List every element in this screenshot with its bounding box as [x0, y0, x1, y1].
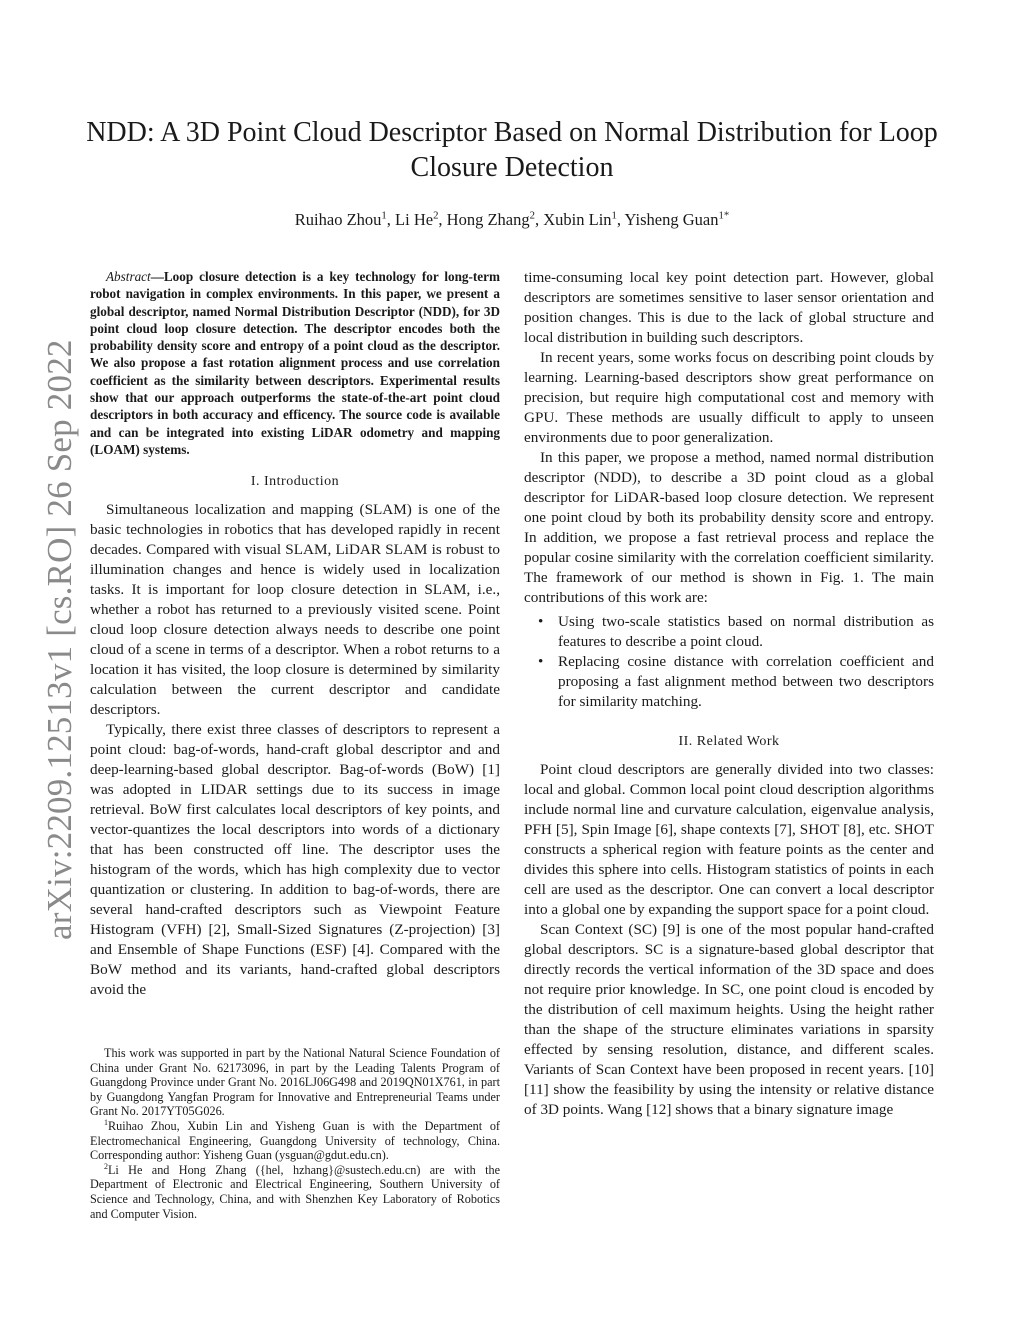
section-heading-related-work: II. Related Work: [678, 734, 780, 749]
paragraph: Typically, there exist three classes of descriptors to represent a point cloud: bag-of-words, hand-craft global descriptor and and deep-learning-based global descriptor. Bag-of-words (BoW) [1] was adopted in LIDAR settings due to its success in image retrieval. BoW first calculates local descriptors of key points, and vector-quantizes the local descriptors into words of a dictionary that has been constructed off line. The descriptor uses the histogram of the words, which has high complexity due to vector quantization or clustering. In addition to bag-of-words, there are several hand-crafted descriptors such as Viewpoint Feature Histogram (VFH) [2], Small-Sized Signatures (Z-projection) [3] and Ensemble of Shape Functions (ESF) [4]. Compared with the BoW method and its variants, hand-crafted global descriptors avoid the: [90, 721, 500, 999]
contributions-list: [524, 612, 934, 712]
paper-title: NDD: A 3D Point Cloud Descriptor Based on Normal Distribution for Loop Closure Detection: [86, 117, 938, 183]
section-heading-introduction: I. Introduction: [250, 474, 340, 490]
abstract-text: Loop closure detection is a key technology for long-term robot navigation in complex environments. In this paper, we present a global descriptor, named Normal Distribution Descriptor (NDD), for 3D point cloud loop closure detection. The descriptor encodes both the probability density score and entropy of a point cloud as the descriptor. We also propose a fast rotation alignment process and use correlation coefficient as the similarity between descriptors. Experimental results show that our approach outperforms the state-of-the-art point cloud descriptors in both accuracy and efficency. The source code is available and can be integrated into existing LiDAR odometry and mapping (LOAM) systems.: [90, 269, 500, 457]
author-affiliation-mark: 2: [433, 209, 439, 222]
paragraph: time-consuming local key point detection part. However, global descriptors are sometimes sensitive to laser sensor orientation and position changes. This is due to the lack of global structure and local distribution in building such descriptors.: [524, 269, 934, 346]
footnote-mark: 1: [104, 1117, 108, 1127]
arxiv-identifier: arXiv:2209.12513v1 [cs.RO] 26 Sep 2022: [40, 339, 79, 940]
right-column: [524, 268, 934, 1120]
abstract: Abstract—Loop closure detection is a key technology for long-term robot navigation in complex environments. In this paper, we present a global descriptor, named Normal Distribution Descriptor (NDD), for 3D point cloud loop closure detection. The descriptor encodes both the probability density score and entropy of a point cloud as the descriptor. We also propose a fast rotation alignment process and use correlation coefficient as the similarity between descriptors. Experimental results show that our approach outperforms the state-of-the-art point cloud descriptors in both accuracy and efficency. The source code is available and can be integrated into existing LiDAR odometry and mapping (LOAM) systems.: [90, 269, 500, 457]
author-name: Li He: [395, 210, 434, 229]
paragraph: Scan Context (SC) [9] is one of the most popular hand-crafted global descriptors. SC is a signature-based global descriptor that directly records the vertical information of the 3D space and does not require prior knowledge. In SC, one point cloud is encoded by the distribution of cell maximum heights. Using the height rather than the shape of the structure eliminates variations in sparsity effected by sensing resolution, distance, and different scales. Variants of Scan Context have been proposed in recent years. [10] [11] show the feasibility by using the intensity or relative distance of 3D points. Wang [12] shows that a binary signature image: [524, 921, 934, 1118]
abstract-label: Abstract: [106, 269, 151, 284]
footnotes: [90, 1046, 500, 1221]
paragraph: Simultaneous localization and mapping (SLAM) is one of the basic technologies in robotics that has developed rapidly in recent decades. Compared with visual SLAM, LiDAR SLAM is robust to illumination changes and hence is widely used in localization tasks. It is important for loop closure detection in SLAM, i.e., whether a robot has returned to a previously visited scene. Point cloud loop closure detection always needs to describe one point cloud of a scene in terms of a descriptor. When a robot returns to a location it has visited, the loop closure is determined by similarity calculation between the current descriptor and candidate descriptors.: [90, 501, 500, 719]
paragraph: Point cloud descriptors are generally divided into two classes: local and global. Common local point cloud description algorithms include normal line and curvature calculation, eigenvalue analysis, PFH [5], Spin Image [6], shape contexts [7], SHOT [8], etc. SHOT constructs a spherical region with feature points as the center and divides this sphere into cells. Histogram statistics of points in each cell are used as the descriptor. One can convert a local descriptor into a global one by expanding the support space for a point cloud.: [524, 761, 934, 918]
footnote-funding: This work was supported in part by the National Natural Science Foundation of China under Grant No. 62173096, in part by the Leading Talents Program of Guangdong Province under Grant No. 2016LJ06G498 and 2019QN01X761, in part by Guangdong Yangfan Program for Innovative and Entrepreneurial Teams under Grant No. 2017YT05G026.: [90, 1046, 500, 1119]
list-item: [524, 612, 934, 652]
author-name: Xubin Lin: [543, 210, 612, 229]
author-affiliation-mark: 1: [611, 209, 617, 222]
footnote-text: Li He and Hong Zhang ({hel, hzhang}@sustech.edu.cn) are with the Department of Electronic and Electrical Engineering, Southern University of Science and Technology, China, and with Shenzhen Key Laboratory of Robotics and Computer Vision.: [90, 1162, 500, 1221]
footnote-text: Ruihao Zhou, Xubin Lin and Yisheng Guan is with the Department of Electromechanical Engineering, Guangdong University of technology, China. Corresponding author: Yisheng Guan (ysguan@gdut.edu.cn).: [90, 1118, 500, 1163]
author-list: Ruihao Zhou$^1$, Li He$^2$, Hong Zhang$^2$, Xubin Lin$^1$, Yisheng Guan$^{1*}$: [294, 209, 730, 229]
list-item: [524, 652, 934, 712]
author-affiliation-mark: 1: [381, 209, 387, 222]
left-column: [90, 268, 500, 1000]
author-name: Yisheng Guan: [624, 210, 719, 229]
author-affiliation-mark: 2: [529, 209, 535, 222]
author-affiliation-mark: 1*: [718, 209, 730, 222]
paragraph: In recent years, some works focus on describing point clouds by learning. Learning-based descriptors show great performance on precision, but require high computational cost and memory with GPU. These methods are usually difficult to apply to unseen environments due to poor generalization.: [524, 349, 934, 446]
footnote-affiliation-1: [90, 1119, 500, 1163]
bullet-icon: •: [538, 653, 544, 670]
list-item-text: Replacing cosine distance with correlation coefficient and proposing a fast alignment method between two descriptors for similarity matching.: [558, 653, 934, 710]
footnote-affiliation-2: [90, 1163, 500, 1221]
author-name: Hong Zhang: [446, 210, 530, 229]
bullet-icon: •: [538, 613, 544, 630]
footnote-mark: 2: [104, 1161, 108, 1171]
paragraph: In this paper, we propose a method, named normal distribution descriptor (NDD), to describe a 3D point cloud as a global descriptor for LiDAR-based loop closure detection. We represent one point cloud by both its probability density score and entropy. In addition, we propose a fast retrieval process and replace the popular cosine similarity with the correlation coefficient similarity. The framework of our method is shown in Fig. 1. The main contributions of this work are:: [524, 449, 934, 606]
list-item-text: Using two-scale statistics based on normal distribution as features to describe a point cloud.: [558, 613, 934, 650]
author-name: Ruihao Zhou: [294, 210, 382, 229]
